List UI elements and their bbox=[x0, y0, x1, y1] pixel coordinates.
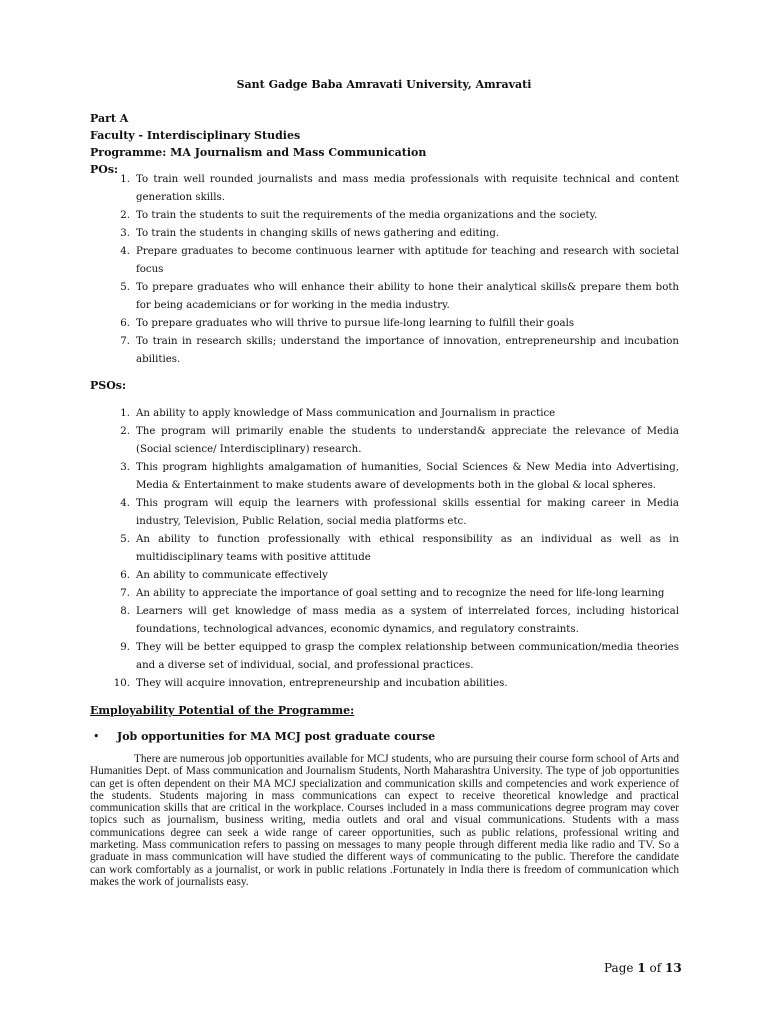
page-of: of bbox=[649, 961, 662, 975]
university-title: Sant Gadge Baba Amravati University, Amravati bbox=[236, 78, 532, 91]
item-number: 4. bbox=[120, 246, 130, 257]
item-text: To train the students in changing skills of news gathering and editing. bbox=[136, 228, 500, 239]
job-opportunities-paragraph: There are numerous job opportunities available for MCJ students, who are pursuing their course form school of Arts and Humanities Dept. of Mass communication and Journalism Students, North Maharashtra University. The type of job opportunities can get is often dependent on their MA MCJ specialization and communication skills and competencies and work experience of the students. Students majoring in mass communications can expect to receive theoretical knowledge and practical communication skills that are critical in the workplace. Courses included in a mass communications degree program may cover topics such as journalism, business writing, media outlets and oral and visual communications. Students with a mass communications degree can seek a wide range of career opportunities, such as public relations, professional writing and marketing. Mass communication refers to passing on messages to many people through different media like radio and TV. So a graduate in mass communication will have studied the different ways of communicating to the public. Therefore the candidate can work comfortably as a journalist, or work in public relations .Fortunately in India there is freedom of communication which makes the work of journalists easy. bbox=[90, 753, 679, 888]
faculty-label: Faculty - Interdisciplinary Studies bbox=[90, 129, 301, 142]
item-text: An ability to apply knowledge of Mass communication and Journalism in practice bbox=[136, 408, 556, 419]
item-number: 6. bbox=[120, 570, 130, 581]
list-item bbox=[90, 495, 679, 531]
item-number: 8. bbox=[120, 606, 130, 617]
psos-list bbox=[90, 405, 679, 693]
programme-header bbox=[90, 110, 426, 178]
item-number: 9. bbox=[120, 642, 130, 653]
item-number: 2. bbox=[120, 426, 130, 437]
programme-label: Programme: MA Journalism and Mass Communication bbox=[90, 146, 427, 159]
item-text: An ability to communicate effectively bbox=[136, 570, 328, 581]
item-number: 1. bbox=[120, 408, 130, 419]
page-label: Page bbox=[604, 961, 634, 975]
item-number: 4. bbox=[120, 498, 130, 509]
item-text: To train in research skills; understand the importance of innovation, entrepreneurship and incubation abilities. bbox=[136, 336, 679, 365]
list-item bbox=[90, 531, 679, 567]
item-number: 10. bbox=[113, 678, 130, 689]
item-text: The program will primarily enable the students to understand& appreciate the relevance of Media (Social science/ Interdisciplinary) research. bbox=[136, 426, 679, 455]
list-item bbox=[90, 585, 679, 603]
item-text: Prepare graduates to become continuous learner with aptitude for teaching and research with societal focus bbox=[136, 246, 679, 275]
item-number: 5. bbox=[120, 282, 130, 293]
page-total: 13 bbox=[665, 961, 682, 975]
list-item bbox=[90, 405, 679, 423]
list-item bbox=[90, 333, 679, 369]
item-text: They will acquire innovation, entrepreneurship and incubation abilities. bbox=[136, 678, 508, 689]
item-number: 5. bbox=[120, 534, 130, 545]
part-label: Part A bbox=[90, 112, 129, 125]
page-current: 1 bbox=[637, 961, 646, 975]
page-number bbox=[604, 961, 682, 975]
list-item bbox=[90, 603, 679, 639]
item-text: Learners will get knowledge of mass media as a system of interrelated forces, including historical foundations, technological advances, economic dynamics, and regulatory constraints. bbox=[136, 606, 679, 635]
employability-heading: Employability Potential of the Programme: bbox=[90, 704, 355, 717]
list-item bbox=[90, 171, 679, 207]
item-text: To prepare graduates who will enhance their ability to hone their analytical skills& prepare them both for being academicians or for working in the media industry. bbox=[136, 282, 679, 311]
list-item bbox=[90, 459, 679, 495]
item-number: 3. bbox=[120, 462, 130, 473]
psos-heading: PSOs: bbox=[90, 379, 127, 392]
item-text: To train the students to suit the requirements of the media organizations and the society. bbox=[136, 210, 598, 221]
bullet-icon: • bbox=[93, 730, 100, 743]
item-text: An ability to function professionally with ethical responsibility as an individual as well as in multidisciplinary teams with positive attitude bbox=[136, 534, 679, 563]
item-number: 1. bbox=[120, 174, 130, 185]
list-item bbox=[90, 225, 679, 243]
item-number: 6. bbox=[120, 318, 130, 329]
list-item bbox=[90, 423, 679, 459]
list-item bbox=[90, 279, 679, 315]
item-text: To prepare graduates who will thrive to pursue life-long learning to fulfill their goals bbox=[136, 318, 575, 329]
list-item bbox=[90, 243, 679, 279]
list-item bbox=[90, 675, 679, 693]
item-text: To train well rounded journalists and mass media professionals with requisite technical and content generation skills. bbox=[136, 174, 679, 203]
item-text: An ability to appreciate the importance of goal setting and to recognize the need for life-long learning bbox=[136, 588, 665, 599]
job-opportunities-heading: Job opportunities for MA MCJ post graduate course bbox=[117, 730, 436, 743]
list-item bbox=[90, 207, 679, 225]
item-number: 7. bbox=[120, 336, 130, 347]
item-number: 7. bbox=[120, 588, 130, 599]
item-number: 3. bbox=[120, 228, 130, 239]
item-text: They will be better equipped to grasp the complex relationship between communication/media theories and a diverse set of individual, social, and professional practices. bbox=[136, 642, 679, 671]
list-item bbox=[90, 567, 679, 585]
pos-heading: POs: bbox=[90, 163, 119, 176]
item-number: 2. bbox=[120, 210, 130, 221]
item-text: This program highlights amalgamation of humanities, Social Sciences & New Media into Advertising, Media & Entertainment to make students aware of developments both in the global & local spheres. bbox=[136, 462, 679, 491]
item-text: This program will equip the learners with professional skills essential for making career in Media industry, Television, Public Relation, social media platforms etc. bbox=[136, 498, 679, 527]
pos-list bbox=[90, 171, 679, 369]
list-item bbox=[90, 315, 679, 333]
list-item bbox=[90, 639, 679, 675]
